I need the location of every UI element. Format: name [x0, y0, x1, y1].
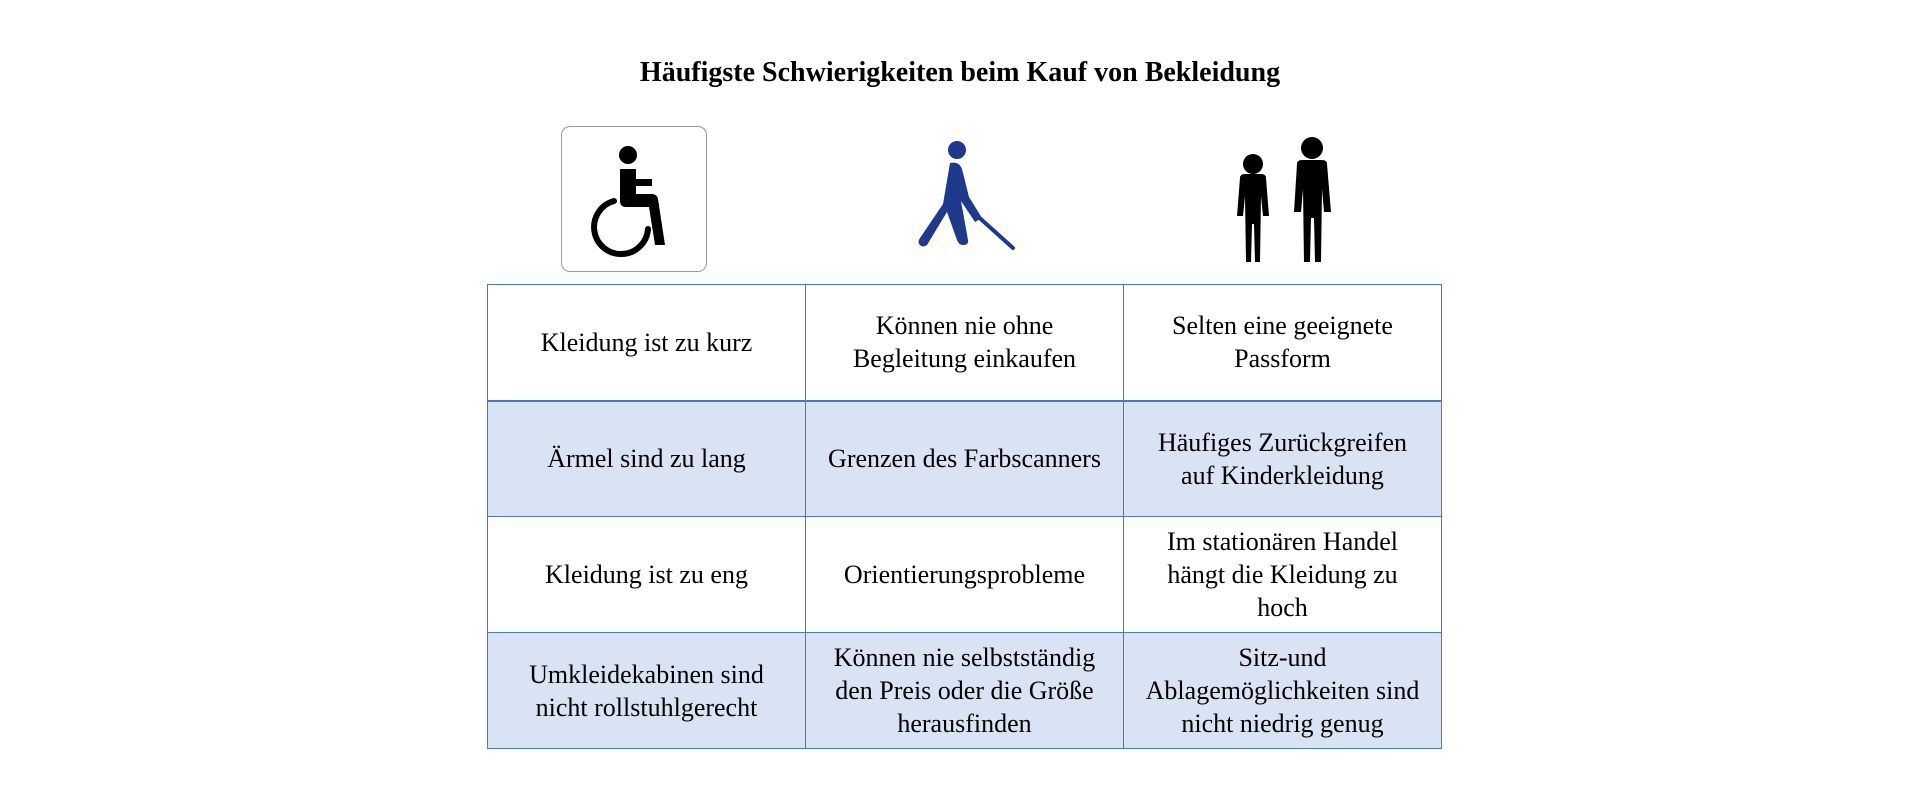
table-cell: Können nie ohne Begleitung einkaufen [806, 285, 1124, 401]
table-cell: Können nie selbstständig den Preis oder die Größe herausfinden [806, 633, 1124, 749]
table-cell: Häufiges Zurückgreifen auf Kinderkleidung [1124, 401, 1442, 517]
small-persons-icon [1213, 126, 1359, 272]
table-cell: Im stationären Handel hängt die Kleidung zu hoch [1124, 517, 1442, 633]
wheelchair-icon [561, 126, 707, 272]
table-row [488, 633, 1442, 749]
table-row [488, 401, 1442, 517]
table-cell: Ärmel sind zu lang [488, 401, 806, 517]
table-cell: Grenzen des Farbscanners [806, 401, 1124, 517]
table-cell: Orientierungsprobleme [806, 517, 1124, 633]
table-row [488, 285, 1442, 401]
table-cell: Kleidung ist zu eng [488, 517, 806, 633]
difficulties-table [487, 284, 1442, 749]
blind-person-cane-icon [887, 126, 1033, 272]
table-cell: Umkleidekabinen sind nicht rollstuhlgerecht [488, 633, 806, 749]
table-cell: Sitz-und Ablagemöglichkeiten sind nicht niedrig genug [1124, 633, 1442, 749]
table-cell: Selten eine geeignete Passform [1124, 285, 1442, 401]
table-row [488, 517, 1442, 633]
table-cell: Kleidung ist zu kurz [488, 285, 806, 401]
page-title: Häufigste Schwierigkeiten beim Kauf von Bekleidung [639, 57, 1281, 88]
